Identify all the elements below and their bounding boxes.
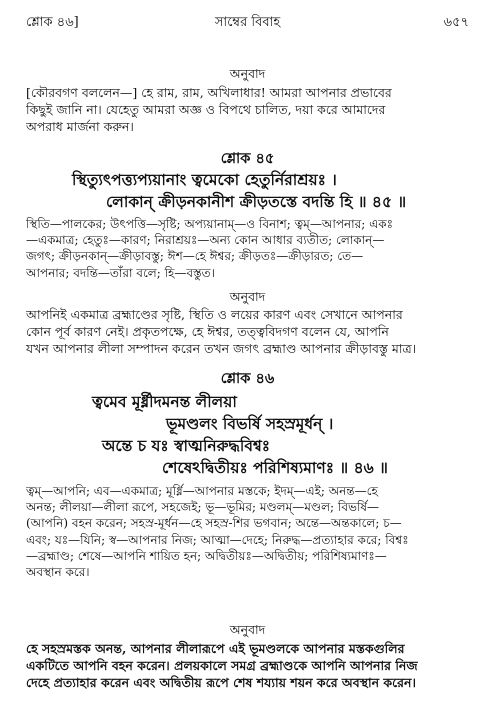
paragraph-line: [কৌরবগণ বললেন—] হে রাম, রাম, অখিলাধার! আমরা আপনার প্রভাবের [26,85,392,100]
translation-paragraph-1 [26,84,469,135]
synonyms-line: —একমাত্র; হেতুঃ—কারণ; নিরাশ্রয়ঃ—অন্য কোন আধার ব্যতীত; লোকান্— [26,233,385,248]
synonyms-line: অবস্থান করে। [26,565,90,580]
translation-heading-1: অনুবাদ [229,66,266,81]
verse-heading-45: শ্লোক ৪৫ [220,150,275,167]
header-page-number: ৬৫৭ [443,15,469,30]
paragraph-line: আপনিই একমাত্র ব্রহ্মাণ্ডের সৃষ্টি, স্থিতি ও লয়ের কারণ এবং সেখানে আপনার [26,307,403,322]
synonyms-line: —ব্রহ্মাণ্ড; শেষে—আপনি শায়িত হন; অদ্বিতীয়ঃ—অদ্বিতীয়; পরিশিষ্যমাণঃ— [26,548,387,563]
synonyms-line: ত্বম্—আপনি; এব—একমাত্র; মূর্ধ্নি—আপনার মস্তকে; ইদম্—এই; অনন্ত—হে [26,484,378,498]
synonyms-line: এবং; যঃ—যিনি; স্ব—আপনার নিজ; আত্মা—দেহে; নিরুদ্ধ—প্রত্যাহার করে; বিশ্বঃ [26,532,409,547]
synonyms-line: আপনার; বদন্তি—তাঁরা বলে; হি—বস্তুত। [26,265,215,280]
paragraph-line: কিছুই জানি না। যেহেতু আমরা অজ্ঞ ও বিপথে চালিত, দয়া করে আমাদের [26,102,386,117]
verse-46-line-2: ভূমণ্ডলং বিভর্ষি সহস্রমূর্ধন্ । [166,414,334,433]
verse-45-line-2: লোকান্ ক্রীড়নকানীশ ক্রীড়তস্তে বদন্তি হি ॥ ৪৫ ॥ [106,192,407,211]
translation-heading-3: অনুবাদ [229,622,266,637]
verse-46-line-1: ত্বমেব মূর্ধ্নীদমনন্ত লীলয়া [92,392,237,411]
translation-heading-2: অনুবাদ [229,289,266,304]
verse-46-line-4: শেষেঽদ্বিতীয়ঃ পরিশিষ্যমাণঃ ॥ ৪৬ ॥ [162,458,388,477]
translation-paragraph-3 [26,640,469,691]
verse-45-line-1: স্থিত্যুৎপত্ত্যপ্যয়ানাং ত্বমেকো হেতুর্নিরাশ্রয়ঃ । [72,170,337,189]
verse-heading-46: শ্লোক ৪৬ [220,370,275,387]
paragraph-line: দেহে প্রত্যাহার করেন এবং অদ্বিতীয় রূপে শেষ শয্যায় শয়ন করে অবস্থান করেন। [26,675,416,690]
paragraph-line: যখন আপনার লীলা সম্পাদন করেন তখন জগৎ ব্রহ্মাণ্ড আপনার ক্রীড়াবস্তু মাত্র। [26,341,417,356]
synonyms-line: স্থিতি—পালকের; উৎপত্তি—সৃষ্টি; অপ্যয়ানাম্—ও বিনাশ; ত্বম্—আপনার; একঃ [26,217,393,231]
header-chapter-title: সাম্বের বিবাহ [214,15,281,30]
synonyms-line: (আপনি) বহন করেন; সহস্র-মূর্ধন—হে সহস্র-শির ভগবান; অন্তে—অন্তকালে; চ— [26,516,402,531]
synonyms-line: অনন্ত; লীলয়া—লীলা রূপে, সহজেই; ভূ—ভূমির; মণ্ডলম্—মণ্ডল; বিভর্ষি— [26,500,380,515]
paragraph-line: হে সহস্রমস্তক অনন্ত, আপনার লীলারূপে এই ভূমণ্ডলকে আপনার মস্তকগুলির [26,641,405,656]
verse-46-line-3: অন্তে চ যঃ স্বাত্মনিরুদ্ধবিশ্বঃ [102,436,271,455]
paragraph-line: একটিতে আপনি বহন করেন। প্রলয়কালে সমগ্র ব্রহ্মাণ্ডকে আপনি আপনার নিজ [26,658,418,673]
translation-paragraph-2 [26,306,469,357]
paragraph-line: কোন পূর্ব কারণ নেই। প্রকৃতপক্ষে, হে ঈশ্বর, তত্ত্ববিদগণ বলেন যে, আপনি [26,324,389,339]
synonyms-46 [26,483,469,580]
header-verse-ref: শ্লোক ৪৬] [26,15,79,30]
paragraph-line: অপরাধ মার্জনা করুন। [26,119,134,134]
synonyms-45 [26,216,469,281]
synonyms-line: জগৎ; ক্রীড়নকান্—ক্রীড়াবস্তু; ঈশ—হে ঈশ্বর; ক্রীড়তঃ—ক্রীড়ারত; তে— [26,249,364,264]
page-header [26,14,469,32]
